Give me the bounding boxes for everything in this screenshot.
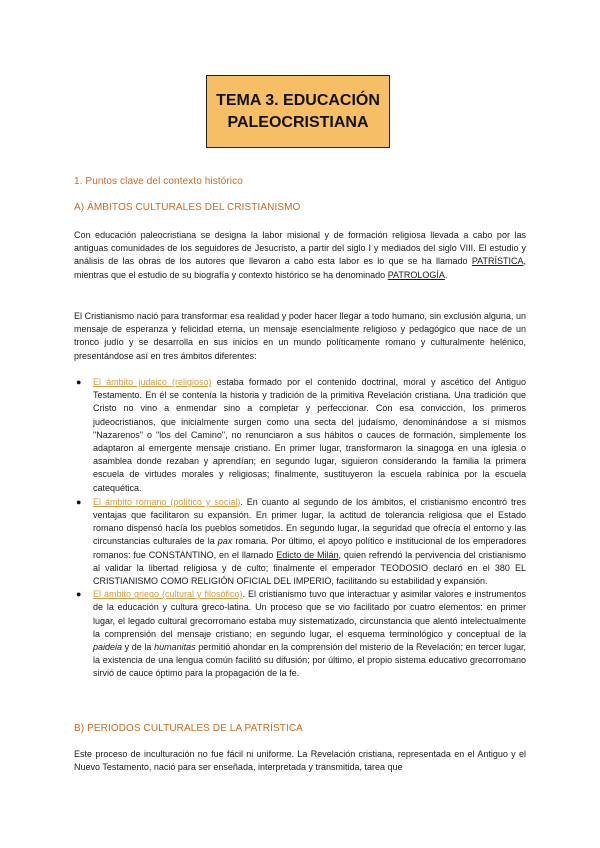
bullet-text: romana. Por último, el apoyo político e institucional de los emperadores romanos: fue CONSTANTINO, en el llamado	[93, 536, 526, 560]
bullet-text: , quien refrendó la pervivencia del cristianismo al validar la libertad religiosa y de culto; finalmente el emperador TEODOSIO declaró en el 380 EL CRISTIANISMO COMO RELIGIÓN OFICIAL DEL IMPERIO, facilitando su estabilidad y expansión.	[93, 549, 526, 587]
bullet-text: y de la	[122, 642, 155, 653]
title-box	[206, 75, 390, 148]
paragraph-cristianismo: El Cristianismo nació para transformar esa realidad y poder hacer llegar a todo humano, sin exclusión alguna, un mensaje de esperanza y felicidad eterna, un mensaje esencialmente religioso y pedagógico que nace de un tronco judío y se desarrolla en sus inicios en un mundo políticamente romano y culturalmente helénico, presentándose así en tres ámbitos diferentes:	[74, 311, 526, 361]
title-line-2: PALEOCRISTIANA	[227, 113, 369, 131]
bullet-icon: ●	[76, 589, 82, 600]
list-item-griego	[74, 588, 526, 680]
term-patrologia: PATROLOGÍA	[387, 269, 445, 280]
section-heading-a: A) ÁMBITOS CULTURALES DEL CRISTIANISMO	[74, 202, 301, 213]
link-ambito-judaico[interactable]: El ámbito judaico (religioso)	[93, 377, 212, 387]
bullet-icon: ●	[76, 377, 82, 387]
link-ambito-romano[interactable]: El ámbito romano (político y social)	[93, 496, 241, 507]
paragraph-intro-text-3: .	[444, 269, 448, 280]
term-pax: pax	[217, 536, 233, 547]
paragraph-intro-text-2: , mientras que el estudio de su biografía y contexto histórico se ha denominado	[74, 256, 526, 280]
term-edicto-milan: Edicto de Milán	[276, 549, 339, 560]
term-humanitas: humanitas	[154, 642, 196, 653]
bullet-text: . El cristianismo tuvo que interactuar y asimilar valores e instrumentos de la educación y cultura greco-latina. Un proceso que se vio facilitado por cuatro elementos: en primer lugar, el legado cultural grecorromano estaba muy sistematizado, circunstancia que alentó intelectualmente la comprensión del mensaje cristiano; en segundo lugar, el esquema terminológico y conceptual de la	[93, 589, 527, 639]
bullet-text: permitió ahondar en la comprensión del misterio de la Revelación; en tercer lugar, la existencia de una lengua común facilitó su difusión; por último, el propio sistema educativo grecorromano sirvió de cauce óptimo para la propagación de la fe.	[93, 642, 526, 679]
title-line-1: TEMA 3. EDUCACIÓN	[216, 91, 380, 109]
section-heading-1: 1. Puntos clave del contexto histórico	[74, 176, 243, 187]
list-item-romano	[74, 496, 526, 588]
bullet-text: . En cuanto al segundo de los ámbitos, el cristianismo encontró tres ventajas que facilitaron su expansión. En primer lugar, la actitud de tolerancia religiosa que el Estado romano dispensó hacía los pueblos sometidos. En segundo lugar, la seguridad que ofrecía el entorno y las circunstancias culturales de la	[93, 496, 526, 547]
term-patristica: PATRÍSTICA	[471, 256, 524, 267]
link-ambito-griego[interactable]: El ámbito griego (cultural y filosófico)	[93, 589, 243, 600]
bullet-text: estaba formado por el contenido doctrinal, moral y ascético del Antiguo Testamento. En él se contenía la historia y tradición de la primitiva Revelación cristiana. Una tradición que Cristo no vino a enmendar sino a completar y perfeccionar. Con esa convicción, los primeros judeocristianos, que inicialmente surgen como una secta del judaísmo, denominándose a sí mismos "Nazarenos" o "los del Camino", no renunciaron a sus hábitos o cauces de formación, simplemente los adaptaron al emergente mensaje cristiano. En primer lugar, transformaron la sinagoga en una iglesia o asamblea donde rezaban y aprendían; en segundo lugar, siguieron considerando la familia la primera escuela de virtudes morales y religiosas; finalmente, sustituyeron la escuela rabínica por la escuela catequética.	[93, 377, 526, 493]
ambitos-list	[74, 376, 526, 681]
bullet-icon: ●	[76, 496, 82, 507]
term-paideia: paideia	[93, 642, 123, 653]
paragraph-inculturacion: Este proceso de inculturación no fue fácil ni uniforme. La Revelación cristiana, representada en el Antiguo y el Nuevo Testamento, nació para ser enseñada, interpretada y transmitida, tarea que	[74, 749, 526, 773]
list-item-judaico	[74, 376, 526, 495]
paragraph-intro	[74, 229, 526, 282]
paragraph-intro-text-1: Con educación paleocristiana se designa la labor misional y de formación religiosa llevada a cabo por las antiguas comunidades de los seguidores de Jesucristo, a partir del siglo I y mediados del siglo VIII. El estudio y análisis de las obras de los autores que llevaron a cabo esta labor es lo que se ha llamado	[74, 230, 526, 267]
section-heading-b: B) PERIODOS CULTURALES DE LA PATRÍSTICA	[74, 723, 303, 734]
